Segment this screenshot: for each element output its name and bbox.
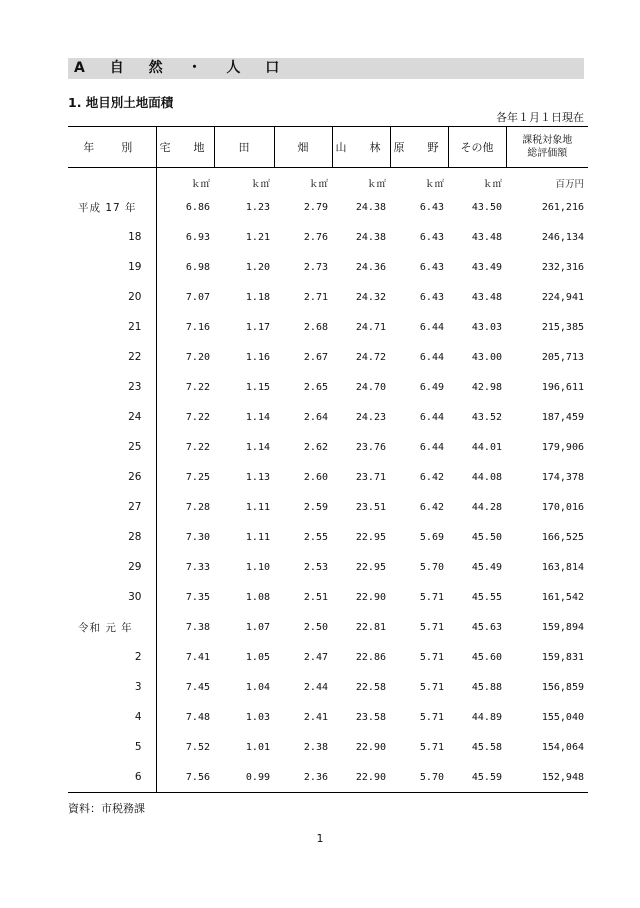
value-cell: 6.44 — [419, 321, 444, 333]
value-cell: 1.15 — [245, 381, 270, 393]
value-cell: 5.71 — [419, 621, 444, 633]
table-row — [68, 342, 588, 372]
value-cell: 24.32 — [355, 291, 386, 303]
year-cell: 19 — [68, 252, 156, 282]
value-cell: 2.36 — [274, 762, 332, 793]
value-cell: 43.50 — [471, 201, 502, 213]
section-title: A 自 然 ・ 人 口 — [68, 58, 584, 79]
value-cell: 24.36 — [355, 261, 386, 273]
value-cell: 43.00 — [471, 351, 502, 363]
value-cell: 154,064 — [541, 741, 584, 753]
table-row — [68, 282, 588, 312]
value-cell: 7.45 — [185, 681, 210, 693]
value-cell: 2.55 — [303, 531, 328, 543]
table-row — [68, 372, 588, 402]
value-cell: 45.88 — [471, 681, 502, 693]
value-cell: 1.03 — [245, 711, 270, 723]
unit-cell: ｋ㎡ — [190, 179, 210, 190]
value-cell: 45.49 — [471, 561, 502, 573]
value-cell: 232,316 — [541, 261, 584, 273]
unit-cell: ｋ㎡ — [250, 179, 270, 190]
value-cell: 6.43 — [419, 291, 444, 303]
value-cell: 1.21 — [245, 231, 270, 243]
value-cell: 1.11 — [245, 501, 270, 513]
value-cell: 6.42 — [419, 471, 444, 483]
value-cell: 1.16 — [245, 351, 270, 363]
value-cell: 6.93 — [185, 231, 210, 243]
table-row — [68, 402, 588, 432]
table-row — [68, 612, 588, 642]
value-cell: 23.51 — [355, 501, 386, 513]
value-cell: 23.58 — [355, 711, 386, 723]
value-cell: 2.62 — [303, 441, 328, 453]
value-cell: 7.41 — [185, 651, 210, 663]
value-cell: 5.69 — [419, 531, 444, 543]
value-cell: 163,814 — [541, 561, 584, 573]
year-cell: 29 — [68, 552, 156, 582]
value-cell: 1.23 — [245, 201, 270, 213]
value-cell: 196,611 — [541, 381, 584, 393]
value-cell: 7.22 — [185, 411, 210, 423]
value-cell: 24.38 — [355, 231, 386, 243]
year-cell: 6 — [68, 762, 156, 793]
value-cell: 246,134 — [541, 231, 584, 243]
table-row — [68, 312, 588, 342]
table-row — [68, 252, 588, 282]
value-cell: 22.58 — [355, 681, 386, 693]
table-row — [68, 222, 588, 252]
value-cell: 6.43 — [419, 231, 444, 243]
table-row — [68, 192, 588, 222]
value-cell: 155,040 — [541, 711, 584, 723]
value-cell: 1.14 — [245, 441, 270, 453]
value-cell: 7.22 — [185, 381, 210, 393]
value-cell: 1.17 — [245, 321, 270, 333]
table-row — [68, 522, 588, 552]
unit-cell — [68, 168, 156, 193]
value-cell: 159,831 — [541, 651, 584, 663]
value-cell: 7.30 — [185, 531, 210, 543]
value-cell: 44.28 — [471, 501, 502, 513]
value-cell: 45.60 — [471, 651, 502, 663]
value-cell: 215,385 — [541, 321, 584, 333]
col-header-wasteland: 原 野 — [390, 127, 448, 168]
value-cell: 44.08 — [471, 471, 502, 483]
col-header-other: その他 — [448, 127, 506, 168]
value-cell: 1.14 — [245, 411, 270, 423]
value-cell: 22.90 — [355, 741, 386, 753]
value-cell: 22.86 — [355, 651, 386, 663]
value-cell: 7.20 — [185, 351, 210, 363]
value-cell: 6.98 — [185, 261, 210, 273]
year-cell: 20 — [68, 282, 156, 312]
year-cell: 24 — [68, 402, 156, 432]
value-cell: 2.47 — [303, 651, 328, 663]
value-cell: 166,525 — [541, 531, 584, 543]
value-cell: 23.76 — [355, 441, 386, 453]
col-header-paddy: 田 — [214, 127, 274, 168]
value-cell: 2.68 — [303, 321, 328, 333]
value-cell: 170,016 — [541, 501, 584, 513]
year-cell: 30 — [68, 582, 156, 612]
value-cell: 45.63 — [471, 621, 502, 633]
value-cell: 2.38 — [303, 741, 328, 753]
value-cell: 2.50 — [303, 621, 328, 633]
col-header-assessed-value: 課税対象地 総評価額 — [506, 127, 588, 168]
value-cell: 1.20 — [245, 261, 270, 273]
value-cell: 2.44 — [303, 681, 328, 693]
year-cell: 25 — [68, 432, 156, 462]
value-cell: 43.48 — [471, 291, 502, 303]
year-cell: 18 — [68, 222, 156, 252]
value-cell: 43.52 — [471, 411, 502, 423]
col-header-year: 年 別 — [68, 127, 156, 168]
value-cell: 205,713 — [541, 351, 584, 363]
value-cell: 2.71 — [303, 291, 328, 303]
value-cell: 1.10 — [245, 561, 270, 573]
value-cell: 187,459 — [541, 411, 584, 423]
value-cell: 22.90 — [332, 762, 390, 793]
value-cell: 7.16 — [185, 321, 210, 333]
value-cell: 1.08 — [245, 591, 270, 603]
value-cell: 24.23 — [355, 411, 386, 423]
page-number: 1 — [316, 832, 324, 845]
value-cell: 1.18 — [245, 291, 270, 303]
year-cell: 4 — [68, 702, 156, 732]
value-cell: 43.48 — [471, 231, 502, 243]
table-row — [68, 552, 588, 582]
value-cell: 5.71 — [419, 681, 444, 693]
units-row — [68, 168, 588, 193]
value-cell: 2.76 — [303, 231, 328, 243]
unit-cell: ｋ㎡ — [424, 179, 444, 190]
table-row — [68, 702, 588, 732]
value-cell: 45.58 — [471, 741, 502, 753]
value-cell: 5.71 — [419, 651, 444, 663]
value-cell: 6.43 — [419, 261, 444, 273]
value-cell: 2.73 — [303, 261, 328, 273]
value-cell: 5.70 — [419, 561, 444, 573]
value-cell: 7.28 — [185, 501, 210, 513]
table-row — [68, 462, 588, 492]
unit-cell: ｋ㎡ — [482, 179, 502, 190]
value-cell: 159,894 — [541, 621, 584, 633]
table-row — [68, 642, 588, 672]
table-row — [68, 732, 588, 762]
unit-cell: ｋ㎡ — [308, 179, 328, 190]
value-cell: 6.42 — [419, 501, 444, 513]
value-cell: 2.65 — [303, 381, 328, 393]
col-header-field: 畑 — [274, 127, 332, 168]
value-cell: 179,906 — [541, 441, 584, 453]
table-subtitle: 1. 地目別土地面積 — [68, 95, 174, 110]
value-cell: 44.89 — [471, 711, 502, 723]
value-cell: 5.70 — [390, 762, 448, 793]
value-cell: 6.43 — [419, 201, 444, 213]
year-cell: 28 — [68, 522, 156, 552]
value-cell: 24.38 — [355, 201, 386, 213]
year-cell: 22 — [68, 342, 156, 372]
value-cell: 23.71 — [355, 471, 386, 483]
year-cell: 21 — [68, 312, 156, 342]
value-cell: 156,859 — [541, 681, 584, 693]
value-cell: 7.22 — [185, 441, 210, 453]
value-cell: 5.71 — [419, 711, 444, 723]
value-cell: 174,378 — [541, 471, 584, 483]
value-cell: 7.48 — [185, 711, 210, 723]
value-cell: 42.98 — [471, 381, 502, 393]
value-cell: 6.44 — [419, 411, 444, 423]
value-cell: 43.03 — [471, 321, 502, 333]
value-cell: 161,542 — [541, 591, 584, 603]
value-cell: 7.33 — [185, 561, 210, 573]
col-header-residential: 宅 地 — [156, 127, 214, 168]
value-cell: 24.70 — [355, 381, 386, 393]
value-cell: 2.67 — [303, 351, 328, 363]
value-cell: 7.07 — [185, 291, 210, 303]
value-cell: 22.95 — [355, 561, 386, 573]
value-cell: 5.71 — [419, 591, 444, 603]
value-cell: 7.38 — [185, 621, 210, 633]
value-cell: 152,948 — [506, 762, 588, 793]
value-cell: 2.60 — [303, 471, 328, 483]
value-cell: 24.71 — [355, 321, 386, 333]
unit-cell: 百万円 — [555, 179, 584, 190]
table-row — [68, 672, 588, 702]
value-cell: 2.79 — [303, 201, 328, 213]
value-cell: 43.49 — [471, 261, 502, 273]
value-cell: 7.56 — [156, 762, 214, 793]
value-cell: 2.51 — [303, 591, 328, 603]
year-cell: 令和 元 年 — [68, 612, 156, 642]
as-of-note: 各年１月１日現在 — [496, 111, 584, 124]
value-cell: 261,216 — [541, 201, 584, 213]
value-cell: 5.71 — [419, 741, 444, 753]
value-cell: 6.44 — [419, 441, 444, 453]
land-area-table — [68, 126, 588, 793]
header-row — [68, 127, 588, 168]
value-cell: 45.55 — [471, 591, 502, 603]
col-header-forest: 山 林 — [332, 127, 390, 168]
value-cell: 2.64 — [303, 411, 328, 423]
table-row — [68, 492, 588, 522]
value-cell: 1.01 — [245, 741, 270, 753]
value-cell: 0.99 — [214, 762, 274, 793]
value-cell: 45.50 — [471, 531, 502, 543]
value-cell: 6.86 — [185, 201, 210, 213]
value-cell: 2.41 — [303, 711, 328, 723]
value-cell: 7.52 — [185, 741, 210, 753]
year-cell: 27 — [68, 492, 156, 522]
value-cell: 2.53 — [303, 561, 328, 573]
table-row — [68, 432, 588, 462]
value-cell: 22.81 — [355, 621, 386, 633]
year-cell: 23 — [68, 372, 156, 402]
value-cell: 24.72 — [355, 351, 386, 363]
value-cell: 224,941 — [541, 291, 584, 303]
value-cell: 1.04 — [245, 681, 270, 693]
value-cell: 22.90 — [355, 591, 386, 603]
value-cell: 1.11 — [245, 531, 270, 543]
value-cell: 45.59 — [448, 762, 506, 793]
value-cell: 6.44 — [419, 351, 444, 363]
value-cell: 2.59 — [303, 501, 328, 513]
source-note: 資料：市税務課 — [68, 802, 145, 815]
value-cell: 7.35 — [185, 591, 210, 603]
unit-cell: ｋ㎡ — [366, 179, 386, 190]
table-row — [68, 582, 588, 612]
value-cell: 44.01 — [471, 441, 502, 453]
year-cell: 5 — [68, 732, 156, 762]
value-cell: 1.07 — [245, 621, 270, 633]
year-cell: 2 — [68, 642, 156, 672]
value-cell: 7.25 — [185, 471, 210, 483]
value-cell: 1.05 — [245, 651, 270, 663]
value-cell: 6.49 — [419, 381, 444, 393]
value-cell: 1.13 — [245, 471, 270, 483]
table-row — [68, 762, 588, 793]
year-cell: 26 — [68, 462, 156, 492]
value-cell: 22.95 — [355, 531, 386, 543]
year-cell: 3 — [68, 672, 156, 702]
year-cell: 平成 17 年 — [68, 192, 156, 222]
